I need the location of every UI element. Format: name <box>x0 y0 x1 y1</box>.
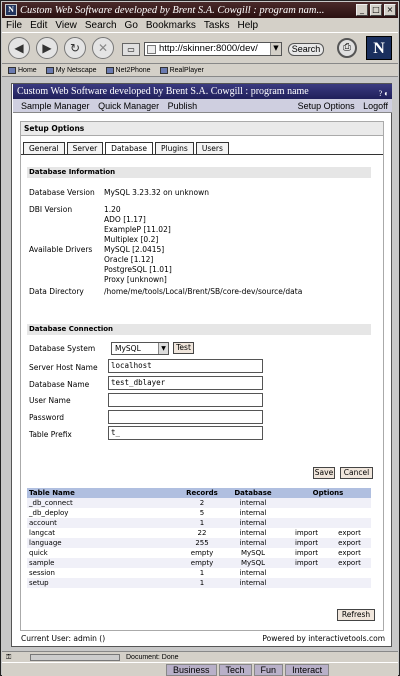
menubar <box>2 18 398 32</box>
import-link[interactable] <box>285 498 328 508</box>
menu-logoff[interactable]: Logoff <box>363 101 388 111</box>
cell-database: internal <box>239 529 267 537</box>
home-icon <box>8 67 16 74</box>
db-system-select[interactable] <box>111 342 169 355</box>
cell-table-name: language <box>29 539 62 547</box>
page-icon <box>147 45 156 54</box>
page-content <box>11 83 392 647</box>
url-input[interactable] <box>144 42 282 56</box>
bookmark-icon <box>160 67 168 74</box>
taskbar <box>2 662 398 676</box>
search-button[interactable]: Search <box>288 43 324 56</box>
cell-database: MySQL <box>240 559 266 567</box>
cell-records: empty <box>190 549 214 557</box>
stop-icon[interactable]: ✕ <box>92 37 114 59</box>
cell-records: empty <box>190 559 214 567</box>
db-info-heading: Database Information <box>27 167 371 178</box>
menu-help[interactable]: Help <box>237 19 259 31</box>
current-user: Current User: admin () <box>21 634 106 643</box>
data-dir-value: /home/me/tools/Local/Brent/SB/core-dev/source/data <box>104 287 303 296</box>
bookmark-home[interactable]: Home <box>8 67 37 74</box>
host-input[interactable]: localhost <box>108 359 263 373</box>
table-prefix-label: Table Prefix <box>29 430 72 439</box>
cell-table-name: setup <box>29 579 49 587</box>
import-link[interactable] <box>285 578 328 588</box>
bookmark-realplayer[interactable]: RealPlayer <box>160 67 204 74</box>
export-link[interactable] <box>328 518 371 528</box>
driver-item: PostgreSQL [1.01] <box>104 265 172 274</box>
bookmark-net2phone[interactable]: Net2Phone <box>106 67 151 74</box>
menu-publish[interactable]: Publish <box>167 101 198 111</box>
tables-list <box>27 488 371 588</box>
table-row <box>27 548 371 558</box>
tab-server[interactable]: Server <box>67 142 104 154</box>
panel-title: Setup Options <box>21 122 383 136</box>
bookmark-my-netscape[interactable]: My Netscape <box>46 67 97 74</box>
db-version-value: MySQL 3.23.32 on unknown <box>104 188 209 197</box>
print-icon[interactable]: ⎙ <box>337 38 357 58</box>
cell-database: internal <box>239 499 267 507</box>
menu-bookmarks[interactable]: Bookmarks <box>145 19 196 31</box>
menu-search[interactable]: Search <box>84 19 117 31</box>
driver-item: ADO [1.17] <box>104 215 146 224</box>
export-link[interactable] <box>328 498 371 508</box>
db-system-value: MySQL <box>115 344 141 353</box>
cell-table-name: langcat <box>29 529 55 537</box>
table-row <box>27 518 371 528</box>
taskbar-tab-tech[interactable]: Tech <box>219 664 252 676</box>
user-name-input[interactable] <box>108 393 263 407</box>
dbi-version-label: DBI Version <box>29 205 73 214</box>
tab-plugins[interactable]: Plugins <box>155 142 194 154</box>
db-name-input[interactable]: test_dblayer <box>108 376 263 390</box>
tab-divider <box>21 154 383 155</box>
cell-table-name: session <box>29 569 55 577</box>
table-header-row <box>27 488 371 498</box>
cancel-button[interactable]: Cancel <box>340 467 373 479</box>
driver-item: Multiplex [0.2] <box>104 235 159 244</box>
bookmark-icon <box>106 67 114 74</box>
db-version-label: Database Version <box>29 188 95 197</box>
user-name-label: User Name <box>29 396 71 405</box>
tab-users[interactable]: Users <box>196 142 229 154</box>
window-titlebar[interactable] <box>2 2 398 18</box>
help-icon[interactable]: ? ◐ <box>378 89 389 98</box>
table-prefix-input[interactable]: t_ <box>108 426 263 440</box>
save-button[interactable]: Save <box>314 468 334 477</box>
import-link[interactable]: import <box>294 529 319 537</box>
table-row <box>27 568 371 578</box>
refresh-button[interactable]: Refresh <box>337 609 375 621</box>
table-row <box>27 558 371 568</box>
taskbar-tab-interact[interactable]: Interact <box>285 664 329 676</box>
host-label: Server Host Name <box>29 363 98 372</box>
chevron-down-icon: ▼ <box>158 343 168 354</box>
powered-by-link[interactable]: Powered by interactivetools.com <box>262 634 385 643</box>
db-name-label: Database Name <box>29 380 90 389</box>
db-system-label: Database System <box>29 344 96 353</box>
status-bar <box>2 651 398 662</box>
status-text: Document: Done <box>126 654 179 661</box>
export-link[interactable] <box>328 508 371 518</box>
cell-records: 255 <box>195 539 209 547</box>
taskbar-tab-business[interactable]: Business <box>166 664 217 676</box>
tab-database[interactable]: Database <box>105 142 153 155</box>
netscape-icon: N <box>5 4 17 16</box>
cell-database: internal <box>239 579 267 587</box>
table-row <box>27 578 371 588</box>
setup-options-panel <box>20 121 384 631</box>
menu-sample-manager[interactable]: Sample Manager <box>21 101 90 111</box>
driver-item: Oracle [1.12] <box>104 255 154 264</box>
tab-strip <box>23 142 231 154</box>
lock-icon: ⚿ <box>6 654 12 661</box>
netscape-logo[interactable]: N <box>366 36 392 60</box>
cell-database: internal <box>239 509 267 517</box>
password-input[interactable] <box>108 410 263 424</box>
panel-footer <box>21 634 385 644</box>
cell-records: 1 <box>199 519 205 527</box>
driver-item: ExampleP [11.02] <box>104 225 171 234</box>
menu-view[interactable]: View <box>55 19 77 31</box>
col-table-name: Table Name <box>29 489 75 497</box>
url-dropdown-icon[interactable]: ▼ <box>270 43 281 55</box>
export-link[interactable]: export <box>338 559 361 567</box>
export-link[interactable]: export <box>338 549 361 557</box>
cell-records: 1 <box>199 569 205 577</box>
progress-bar <box>30 654 120 661</box>
taskbar-tab-fun[interactable]: Fun <box>254 664 284 676</box>
window-title: Custom Web Software developed by Brent S.A. Cowgill : program nam... <box>20 4 325 16</box>
back-icon[interactable]: ◀ <box>8 37 30 59</box>
bookmarks-toolbar <box>2 64 398 77</box>
cell-table-name: sample <box>29 559 55 567</box>
menu-file[interactable]: File <box>6 19 23 31</box>
table-row <box>27 528 371 538</box>
menu-go[interactable]: Go <box>124 19 138 31</box>
table-row <box>27 498 371 508</box>
table-row <box>27 508 371 518</box>
cell-records: 1 <box>199 579 205 587</box>
navigation-toolbar <box>2 32 398 64</box>
cell-table-name: quick <box>29 549 48 557</box>
close-button[interactable]: × <box>384 4 396 16</box>
import-link[interactable] <box>285 508 328 518</box>
url-text: http://skinner:8000/dev/ <box>159 43 258 54</box>
password-label: Password <box>29 413 65 422</box>
maximize-button[interactable]: □ <box>370 4 382 16</box>
minimize-button[interactable]: _ <box>356 4 368 16</box>
bookmark-dropdown-icon[interactable]: ▭ <box>122 43 140 56</box>
reload-icon[interactable]: ↻ <box>64 37 86 59</box>
app-title: Custom Web Software developed by Brent S.A. Cowgill : program name <box>17 86 309 97</box>
cell-table-name: _db_deploy <box>29 509 69 517</box>
test-button[interactable]: Test <box>173 342 194 354</box>
drivers-label: Available Drivers <box>29 245 93 254</box>
db-conn-heading: Database Connection <box>27 324 371 335</box>
menu-setup-options[interactable]: Setup Options <box>297 101 355 111</box>
table-row <box>27 538 371 548</box>
col-options: Options <box>312 489 344 497</box>
bookmark-icon <box>46 67 54 74</box>
menu-tasks[interactable]: Tasks <box>203 19 230 31</box>
cell-records: 2 <box>199 499 205 507</box>
import-link[interactable] <box>285 568 328 578</box>
app-title-bar <box>13 84 392 99</box>
export-link[interactable] <box>328 578 371 588</box>
cell-records: 5 <box>199 509 205 517</box>
data-dir-label: Data Directory <box>29 287 84 296</box>
cell-records: 22 <box>197 529 207 537</box>
col-records: Records <box>186 489 218 497</box>
cell-table-name: account <box>29 519 57 527</box>
cell-table-name: _db_connect <box>29 499 73 507</box>
menu-edit[interactable]: Edit <box>30 19 48 31</box>
import-link[interactable]: import <box>294 549 319 557</box>
driver-item: Proxy [unknown] <box>104 275 167 284</box>
import-link[interactable]: import <box>294 559 319 567</box>
col-database: Database <box>234 489 272 497</box>
menu-quick-manager[interactable]: Quick Manager <box>98 101 160 111</box>
dbi-version-value: 1.20 <box>104 205 121 214</box>
driver-item: MySQL [2.0415] <box>104 245 165 254</box>
cell-database: MySQL <box>240 549 266 557</box>
export-link[interactable] <box>328 568 371 578</box>
export-link[interactable]: export <box>338 529 361 537</box>
import-link[interactable] <box>285 518 328 528</box>
cell-database: internal <box>239 539 267 547</box>
export-link[interactable]: export <box>338 539 361 547</box>
cell-database: internal <box>239 519 267 527</box>
forward-icon[interactable]: ▶ <box>36 37 58 59</box>
tab-general[interactable]: General <box>23 142 65 154</box>
cell-database: internal <box>239 569 267 577</box>
import-link[interactable]: import <box>294 539 319 547</box>
app-menu <box>13 99 392 113</box>
